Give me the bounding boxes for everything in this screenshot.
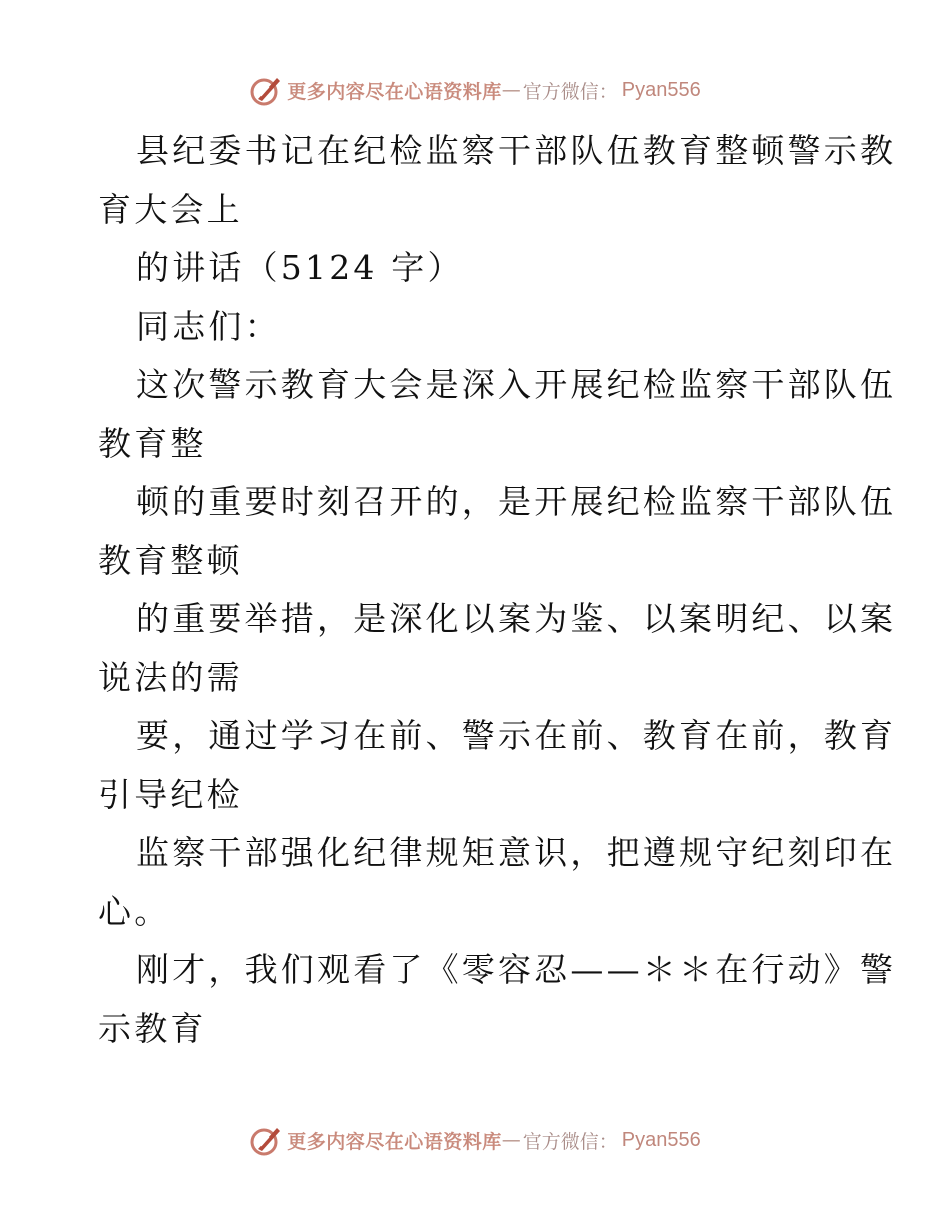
text-line: 教育整顿 (98, 540, 243, 580)
text-line: 要，通过学习在前、警示在前、教育在前，教育 (136, 716, 897, 755)
text-line: 的重要举措，是深化以案为鉴、以案明纪、以案 (136, 599, 897, 638)
header-watermark (0, 70, 950, 110)
quill-logo-icon (249, 73, 283, 107)
header-wechat-id: Pyan556 (621, 78, 701, 101)
document-body (98, 122, 897, 1058)
text-line: 这次警示教育大会是深入开展纪检监察干部队伍 (136, 365, 897, 404)
footer-wechat-label: 官方微信： (522, 1130, 618, 1153)
header-dash: — (501, 79, 521, 101)
footer-brand-text: 更多内容尽在心语资料库 (287, 1130, 502, 1153)
quill-logo-icon (249, 1123, 283, 1157)
text-line: 顿的重要时刻召开的，是开展纪检监察干部队伍 (136, 482, 897, 521)
text-line: 同志们： (136, 306, 281, 346)
header-wechat-label: 官方微信： (522, 80, 618, 103)
text-line: 的讲话（5124 字） (136, 248, 464, 287)
text-line: 县纪委书记在纪检监察干部队伍教育整顿警示教 (136, 131, 897, 170)
text-line: 心。 (98, 891, 171, 931)
text-line: 教育整 (98, 423, 207, 463)
text-line: 说法的需 (98, 657, 243, 697)
text-line: 监察干部强化纪律规矩意识，把遵规守纪刻印在 (136, 833, 897, 872)
text-line: 引导纪检 (98, 774, 243, 814)
text-line: 刚才，我们观看了《零容忍——＊＊在行动》警 (136, 950, 897, 989)
footer-watermark (0, 1120, 950, 1160)
footer-dash: — (501, 1129, 521, 1151)
footer-wechat-id: Pyan556 (621, 1128, 701, 1151)
text-line: 示教育 (98, 1008, 207, 1048)
text-line: 育大会上 (98, 189, 243, 229)
header-brand-text: 更多内容尽在心语资料库 (287, 80, 502, 103)
